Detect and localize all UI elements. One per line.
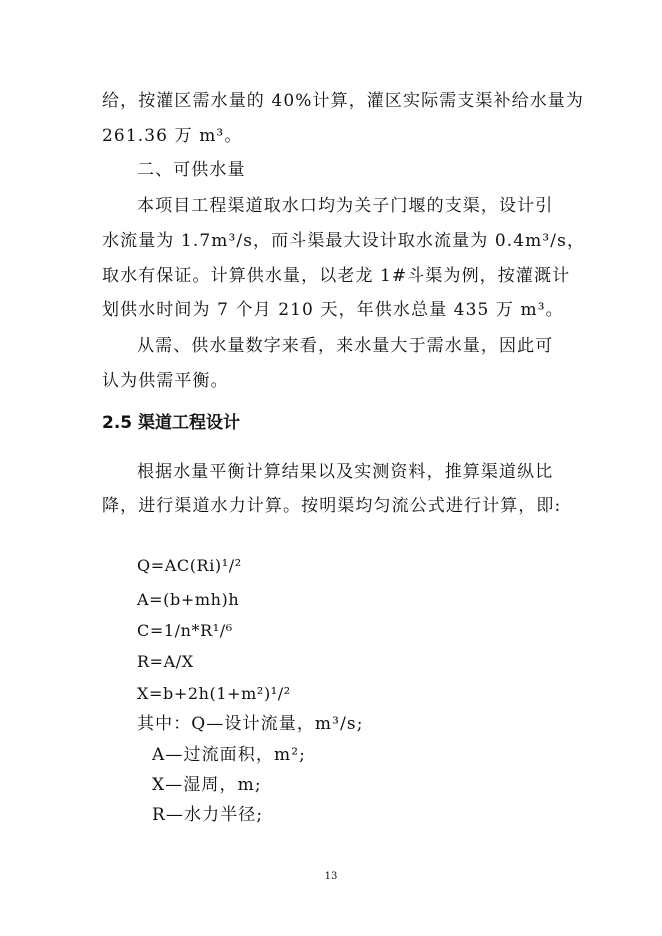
where-intro: 其中：Q—设计流量，m³/s;	[137, 714, 364, 734]
formula-c: C=1/n*R¹/⁶	[137, 621, 233, 640]
formula-r: R=A/X	[137, 652, 194, 671]
paragraph1-line1: 给，按灌区需水量的 40%计算，灌区实际需支渠补给水量为	[102, 91, 584, 111]
section-title-water-supply: 二、可供水量	[137, 160, 246, 180]
water-supply-line3: 取水有保证。计算供水量，以老龙 1#斗渠为例，按灌溉计	[102, 266, 571, 286]
water-supply-line4: 划供水时间为 7 个月 210 天，年供水总量 435 万 m³。	[102, 300, 564, 320]
paragraph1-line2: 261.36 万 m³。	[102, 126, 243, 146]
where-item-wetted-perimeter: X—湿周，m;	[152, 775, 262, 795]
water-supply-line1: 本项目工程渠道取水口均为关子门堰的支渠，设计引	[137, 196, 554, 216]
formula-a: A=(b+mh)h	[137, 590, 240, 609]
balance-line1: 从需、供水量数字来看，来水量大于需水量，因此可	[137, 336, 554, 356]
formula-x: X=b+2h(1+m²)¹/²	[137, 684, 291, 703]
water-supply-line2: 水流量为 1.7m³/s，而斗渠最大设计取水流量为 0.4m³/s，	[102, 231, 586, 251]
section-heading-2-5: 2.5 渠道工程设计	[102, 413, 241, 433]
where-item-area: A—过流面积，m²;	[152, 745, 306, 765]
formula-q: Q=AC(Ri)¹/²	[137, 556, 242, 575]
balance-line2: 认为供需平衡。	[102, 371, 229, 391]
section-2-5-line2: 降，进行渠道水力计算。按明渠均匀流公式进行计算，即:	[102, 496, 562, 516]
section-2-5-line1: 根据水量平衡计算结果以及实测资料，推算渠道纵比	[137, 462, 554, 482]
where-item-hydraulic-radius: R—水力半径;	[152, 805, 264, 825]
page-number: 13	[324, 871, 338, 882]
